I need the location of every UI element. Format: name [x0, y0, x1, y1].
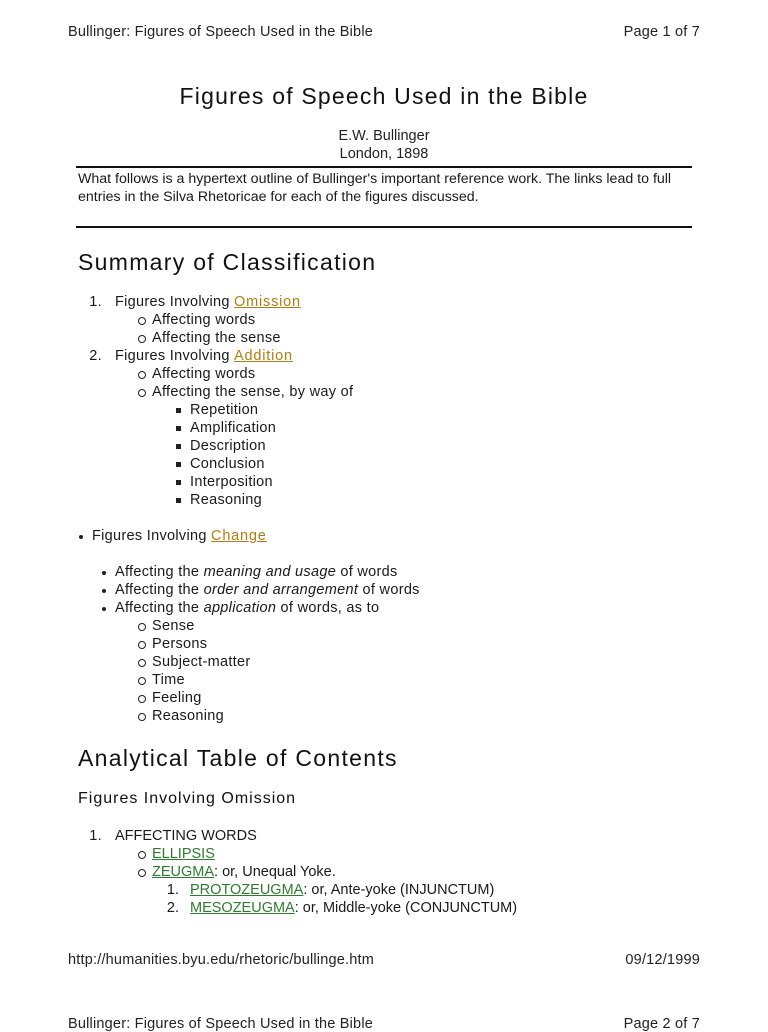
- list-item: Persons: [152, 636, 208, 652]
- disc-bullet-icon: [102, 589, 106, 593]
- square-bullet-icon: [176, 462, 181, 467]
- list-item: Conclusion: [190, 456, 265, 472]
- list-item: Sense: [152, 618, 195, 634]
- list-item: Affecting the sense: [152, 330, 281, 346]
- page-number: Page 1 of 7: [623, 24, 700, 40]
- disc-bullet-icon: [102, 571, 106, 575]
- circle-bullet-icon: [138, 623, 146, 631]
- print-date: 09/12/1999: [625, 952, 700, 968]
- square-bullet-icon: [176, 480, 181, 485]
- list-item: Interposition: [190, 474, 273, 490]
- list-item: Repetition: [190, 402, 259, 418]
- circle-bullet-icon: [138, 371, 146, 379]
- ellipsis-link[interactable]: ELLIPSIS: [152, 846, 215, 862]
- disc-bullet-icon: [102, 607, 106, 611]
- list-item: Feeling: [152, 690, 202, 706]
- divider-top: [76, 166, 692, 168]
- circle-bullet-icon: [138, 317, 146, 325]
- square-bullet-icon: [176, 498, 181, 503]
- addition-link[interactable]: Addition: [234, 348, 293, 364]
- list-item: ZEUGMA: or, Unequal Yoke.: [152, 864, 336, 880]
- zeugma-link[interactable]: ZEUGMA: [152, 864, 215, 880]
- summary-heading: Summary of Classification: [78, 249, 377, 275]
- list-item: Subject-matter: [152, 654, 251, 670]
- page-number: Page 2 of 7: [623, 1016, 700, 1032]
- list-item: Affecting the meaning and usage of words: [115, 564, 398, 580]
- list-item: Affecting the order and arrangement of words: [115, 582, 420, 598]
- circle-bullet-icon: [138, 389, 146, 397]
- page-header: [68, 24, 700, 40]
- square-bullet-icon: [176, 426, 181, 431]
- circle-bullet-icon: [138, 659, 146, 667]
- square-bullet-icon: [176, 444, 181, 449]
- list-item: Affecting the application of words, as to: [115, 600, 380, 616]
- circle-bullet-icon: [138, 641, 146, 649]
- mesozeugma-link[interactable]: MESOZEUGMA: [190, 900, 295, 916]
- header-title: Bullinger: Figures of Speech Used in the Bible: [68, 1016, 374, 1032]
- list-item: Reasoning: [190, 492, 263, 508]
- omission-subheading: Figures Involving Omission: [78, 790, 297, 807]
- protozeugma-link[interactable]: PROTOZEUGMA: [190, 882, 304, 898]
- list-item: Affecting words: [152, 366, 256, 382]
- circle-bullet-icon: [138, 713, 146, 721]
- list-item-change: Figures Involving Change: [92, 528, 267, 544]
- intro-paragraph: What follows is a hypertext outline of Bullinger's important reference work. The links lead to full entries in the Silva Rhetoricae for each of the figures discussed.: [78, 171, 672, 205]
- next-page-header: [68, 1016, 700, 1032]
- divider-bottom: [76, 226, 692, 228]
- circle-bullet-icon: [138, 335, 146, 343]
- document-title: Figures of Speech Used in the Bible: [179, 83, 589, 109]
- list-item: Description: [190, 438, 266, 454]
- list-item: Affecting the sense, by way of: [152, 384, 354, 400]
- list-item: Amplification: [190, 420, 277, 436]
- list-item: Time: [152, 672, 185, 688]
- circle-bullet-icon: [138, 677, 146, 685]
- publication-place: London, 1898: [339, 146, 429, 162]
- header-title: Bullinger: Figures of Speech Used in the Bible: [68, 24, 374, 40]
- disc-bullet-icon: [79, 535, 83, 539]
- page-footer: [68, 952, 700, 968]
- change-link[interactable]: Change: [211, 528, 267, 544]
- circle-bullet-icon: [138, 851, 146, 859]
- source-url: http://humanities.byu.edu/rhetoric/bullinge.htm: [68, 952, 375, 968]
- square-bullet-icon: [176, 408, 181, 413]
- list-item: Affecting words: [152, 312, 256, 328]
- circle-bullet-icon: [138, 869, 146, 877]
- list-item: Reasoning: [152, 708, 225, 724]
- circle-bullet-icon: [138, 695, 146, 703]
- list-item: [152, 845, 215, 863]
- author: E.W. Bullinger: [338, 128, 430, 144]
- omission-link[interactable]: Omission: [234, 294, 301, 310]
- analytical-heading: Analytical Table of Contents: [78, 745, 398, 771]
